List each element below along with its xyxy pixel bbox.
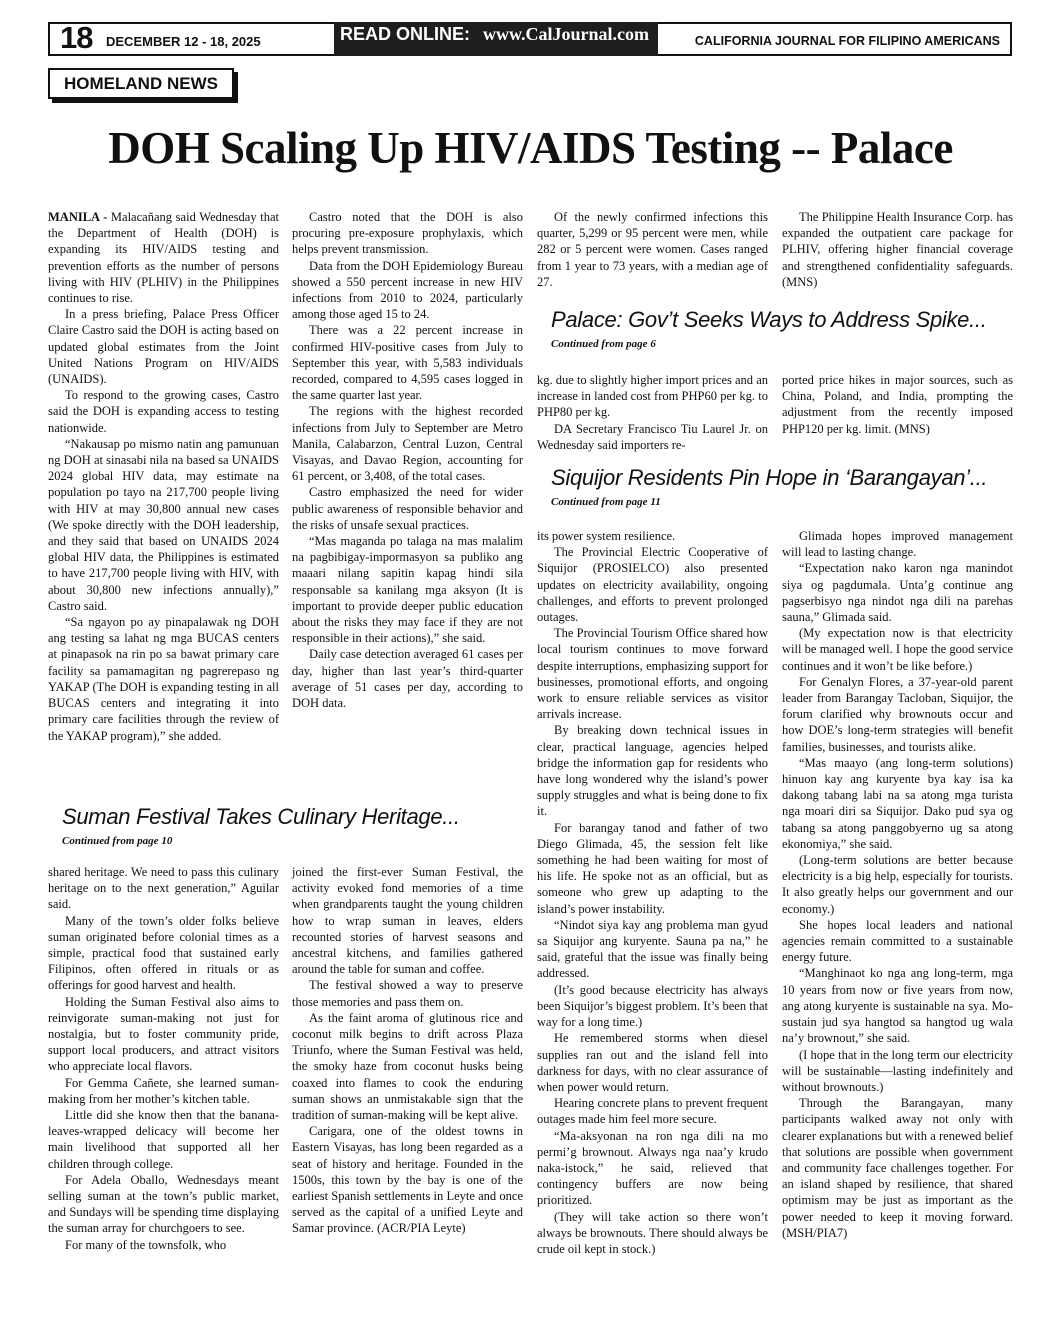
paragraph: For Gemma Cañete, she learned suman-making from her mother’s kitchen table. bbox=[48, 1075, 279, 1106]
paragraph: shared heritage. We need to pass this culinary heritage on to the next generation,” Aguilar said. bbox=[48, 865, 279, 912]
siquijor-continued-label: Continued from page 11 bbox=[551, 496, 661, 508]
paragraph: Carigara, one of the oldest towns in Eastern Visayas, has long been regarded as a seat of history and heritage. Founded in the 1500s, this town by the bay is one of the earliest Spanish settlements in Leyte and once served as the capital of a unified Leyte and Samar province. (ACR/PIA Leyte) bbox=[292, 1124, 523, 1236]
paragraph: ported price hikes in major sources, such as China, Poland, and India, prompting the adjustment from the recently imposed PHP120 per kg. limit. (MNS) bbox=[782, 373, 1013, 436]
paragraph: (Long-term solutions are better because electricity is a big help, especially for tourists. It also greatly helps our government and our economy.) bbox=[782, 853, 1013, 916]
paragraph: Through the Barangayan, many participants walked away not only with clearer explanations but with a renewed belief that solutions are possible when government and community face challenges together. For an island shaped by resilience, that shared optimism may be just as important as the power needed to keep it moving forward. (MSH/PIA7) bbox=[782, 1096, 1013, 1240]
paragraph: The Philippine Health Insurance Corp. has expanded the outpatient care package for PLHIV, offering higher financial coverage and strengthened confidentiality safeguards. (MNS) bbox=[782, 210, 1013, 289]
suman-article-col1 bbox=[48, 864, 279, 1253]
paragraph: He remembered storms when diesel supplies ran out and the island fell into darkness for days, with no clear assurance of when power would return. bbox=[537, 1031, 768, 1094]
paragraph: “Mas maganda po talaga na mas malalim na pagbibigay-impormasyon sa publiko ang maaari nilang sapitin kapag hindi sila responsable sa kanilang mga aksyon (It is important to provide deeper public education about the risks they may face if they are not responsible in their actions),” she said. bbox=[292, 534, 523, 646]
paragraph: “Nakausap po mismo natin ang pamunuan ng DOH at sinasabi nila na based sa UNAIDS 2024 global HIV data, may estimate na population po tayo na 217,700 people living with HIV at may 30,800 annual new cases (We spoke directly with the DOH leadership, and they said that based on UNAIDS 2024 global HIV data, the Philippines is estimated to have 217,700 people living with HIV, with about 30,800 new infections annually),” Castro said. bbox=[48, 436, 279, 613]
paragraph: To respond to the growing cases, Castro said the DOH is expanding access to testing nationwide. bbox=[48, 388, 279, 435]
main-article-col3 bbox=[537, 209, 768, 290]
paragraph: Data from the DOH Epidemiology Bureau showed a 550 percent increase in new HIV infections from 2010 to 2024, particularly among those aged 15 to 24. bbox=[292, 258, 523, 322]
suman-continued-label: Continued from page 10 bbox=[62, 835, 173, 847]
paragraph: “Expectation nako karon nga manindot siya og pagdumala. Unta’g continue ang pagserbisyo nga nindot nga dili na parehas sauna,” Glimada said. bbox=[782, 561, 1013, 625]
dateline: MANILA - bbox=[48, 210, 111, 224]
paragraph: There was a 22 percent increase in confirmed HIV-positive cases from July to September this year, with 5,583 individuals recorded, compared to 4,595 cases logged in the same quarter last year. bbox=[292, 323, 523, 403]
suman-article-col2 bbox=[292, 864, 523, 1237]
main-headline: DOH Scaling Up HIV/AIDS Testing -- Palace bbox=[108, 123, 953, 173]
paragraph: “Manghinaot ko nga ang long-term, mga 10 years from now or five years from now, ang atong kuryente is sustainable na sya. Mo-sustain jud sya hangtod sa hangtod ug wala na’y brownout,” she said. bbox=[782, 966, 1013, 1046]
read-online-label: READ ONLINE: bbox=[340, 24, 470, 44]
paragraph: (They will take action so there won’t always be brownouts. There should always be crude oil kept in stock.) bbox=[537, 1209, 768, 1256]
paragraph: “Nindot siya kay ang problema man gyud sa Siquijor ang kuryente. Sauna pa na,” he said, grateful that the issue was finally being addressed. bbox=[537, 917, 768, 981]
main-article-col2 bbox=[292, 209, 523, 711]
palace-continued-label: Continued from page 6 bbox=[551, 338, 656, 350]
page-number: 18 bbox=[60, 20, 93, 55]
palace-article-col4 bbox=[782, 372, 1013, 437]
paragraph: “Ma-aksyonan na ron nga dili na mo permi’g brownout. Always nga naa’y krudo naka-istock,” he said, relieved that contingency buffers are now being prioritized. bbox=[537, 1128, 768, 1208]
suman-jump-title: Suman Festival Takes Culinary Heritage... bbox=[62, 804, 460, 829]
paragraph: For Adela Oballo, Wednesdays meant selling suman at the town’s public market, and Sundays will be spending time displaying the suman array for churchgoers to see. bbox=[48, 1172, 279, 1236]
paragraph: “Sa ngayon po ay pinapalawak ng DOH ang testing sa lahat ng mga BUCAS centers at pinapasok na rin po sa bawat primary care facility sa pamamagitan ng pagrerepaso ng YAKAP (The DOH is expanding testing in all BUCAS centers and integrating it into primary care facilities through the review of the YAKAP program),” she added. bbox=[48, 615, 279, 743]
paragraph: “Mas maayo (ang long-term solutions) hinuon kay ang kuryente bya kay isa ka dakong tabang labi na sa atong mga turista nga moari diri sa Siquijor. Dako pud sya og tabang sa atong panggobyerno ug sa atong ekonomiya,” she said. bbox=[782, 755, 1013, 851]
paragraph: The regions with the highest recorded infections from July to September are Metro Manila, Calabarzon, Central Luzon, Central Visayas, and Davao Region, accounting for 61 percent, or 3,408, of the total cases. bbox=[292, 404, 523, 484]
publication-name: CALIFORNIA JOURNAL FOR FILIPINO AMERICANS bbox=[694, 34, 1000, 48]
website-link[interactable]: www.CalJournal.com bbox=[483, 24, 649, 44]
paragraph: Of the newly confirmed infections this quarter, 5,299 or 95 percent were men, while 282 or 5 percent were women. Cases ranged from 1 year to 73 years, with a median age of 27. bbox=[537, 210, 768, 289]
palace-article-col3 bbox=[537, 372, 768, 453]
paragraph: DA Secretary Francisco Tiu Laurel Jr. on Wednesday said importers re- bbox=[537, 421, 768, 452]
paragraph: Little did she know then that the banana-leaves-wrapped delicacy will become her main livelihood that supported all her children through college. bbox=[48, 1108, 279, 1171]
paragraph: The Provincial Tourism Office shared how local tourism continues to move forward despite interruptions, emphasizing support for businesses, promotional efforts, and ongoing work to ensure reliable services as visitor arrivals increase. bbox=[537, 626, 768, 722]
read-online-box[interactable] bbox=[334, 22, 658, 56]
paragraph: kg. due to slightly higher import prices and an increase in landed cost from PHP60 per kg. to PHP80 per kg. bbox=[537, 373, 768, 420]
paragraph: The festival showed a way to preserve those memories and pass them on. bbox=[292, 978, 523, 1009]
paragraph bbox=[48, 209, 279, 306]
section-label: HOMELAND NEWS bbox=[48, 68, 234, 99]
paragraph: Hearing concrete plans to prevent frequent outages made him feel more secure. bbox=[537, 1096, 768, 1127]
paragraph: joined the first-ever Suman Festival, the activity evoked fond memories of a time when grandparents taught the young children how to wrap suman in leaves, elders recounted stories of harvest seasons and ancestral kitchens, and families gathered around the table for suman and coffee. bbox=[292, 865, 523, 977]
paragraph: For barangay tanod and father of two Diego Glimada, 45, the session felt like something he had been waiting for most of his life. He spoke not as an official, but as someone who grew up adapting to the island’s power instability. bbox=[537, 820, 768, 916]
paragraph: its power system resilience. bbox=[537, 529, 676, 543]
paragraph: Daily case detection averaged 61 cases per day, higher than last year’s third-quarter average of 51 cases per day, according to DOH data. bbox=[292, 647, 523, 711]
main-article-col4 bbox=[782, 209, 1013, 290]
paragraph: (I hope that in the long term our electricity will be sustainable—lasting indefinitely and without brownouts.) bbox=[782, 1047, 1013, 1094]
paragraph: For many of the townsfolk, who bbox=[65, 1237, 227, 1252]
paragraph: (It’s good because electricity has always been Siquijor’s biggest problem. It’s been that way for a long time.) bbox=[537, 982, 768, 1030]
issue-date: DECEMBER 12 - 18, 2025 bbox=[106, 34, 261, 49]
siquijor-article-col3 bbox=[537, 528, 768, 1257]
page-header bbox=[48, 22, 1012, 56]
paragraph-text: Malacañang said Wednesday that the Department of Health (DOH) is expanding its HIV/AIDS testing and prevention efforts as the number of persons living with HIV (PLHIV) in the Philippines continues to rise. bbox=[48, 210, 279, 306]
paragraph: By breaking down technical issues in clear, practical language, agencies helped bridge the information gap for residents who have long wondered why the island’s power supply struggles and what is being done to fix it. bbox=[537, 723, 768, 819]
paragraph: For Genalyn Flores, a 37-year-old parent leader from Barangay Tacloban, Siquijor, the forum clarified why brownouts occur and how DOE’s long-term strategies will benefit families, businesses, and tourists alike. bbox=[782, 674, 1013, 754]
paragraph: Holding the Suman Festival also aims to reinvigorate suman-making not just for nostalgia, but to foster community pride, support local producers, and attract visitors who appreciate local flavors. bbox=[48, 994, 279, 1074]
palace-jump-title: Palace: Gov’t Seeks Ways to Address Spike... bbox=[551, 307, 987, 332]
siquijor-article-col4 bbox=[782, 528, 1013, 1241]
paragraph: She hopes local leaders and national agencies remain committed to a sustainable energy future. bbox=[782, 917, 1013, 965]
paragraph: As the faint aroma of glutinous rice and coconut milk begins to drift across Plaza Triunfo, where the Suman Festival was held, the smoky haze from coconut husks being coaxed into flames to cook the enduring suman shows an unmistakable sign that the tradition of suman-making will be kept alive. bbox=[292, 1010, 523, 1123]
paragraph: Castro noted that the DOH is also procuring pre-exposure prophylaxis, which helps prevent transmission. bbox=[292, 210, 523, 257]
paragraph: The Provincial Electric Cooperative of Siquijor (PROSIELCO) also presented updates on electricity availability, ongoing challenges, and efforts to prevent prolonged outages. bbox=[537, 545, 768, 625]
paragraph: (My expectation now is that electricity will be managed well. I hope the good service continues and it won’t be like before.) bbox=[782, 626, 1013, 673]
paragraph: Glimada hopes improved management will lead to lasting change. bbox=[782, 529, 1013, 560]
paragraph: Castro emphasized the need for wider public awareness of responsible behavior and the risks of unsafe sexual practices. bbox=[292, 485, 523, 532]
siquijor-jump-title: Siquijor Residents Pin Hope in ‘Barangayan’... bbox=[551, 465, 988, 490]
paragraph: In a press briefing, Palace Press Officer Claire Castro said the DOH is acting based on updated global estimates from the Joint United Nations Program on HIV/AIDS (UNAIDS). bbox=[48, 307, 279, 387]
main-article-col1 bbox=[48, 209, 279, 744]
paragraph: Many of the town’s older folks believe suman originated before colonial times as a simple, practical food that sustained early Filipinos, often offered in rituals or as offerings for good harvest and health. bbox=[48, 913, 279, 993]
